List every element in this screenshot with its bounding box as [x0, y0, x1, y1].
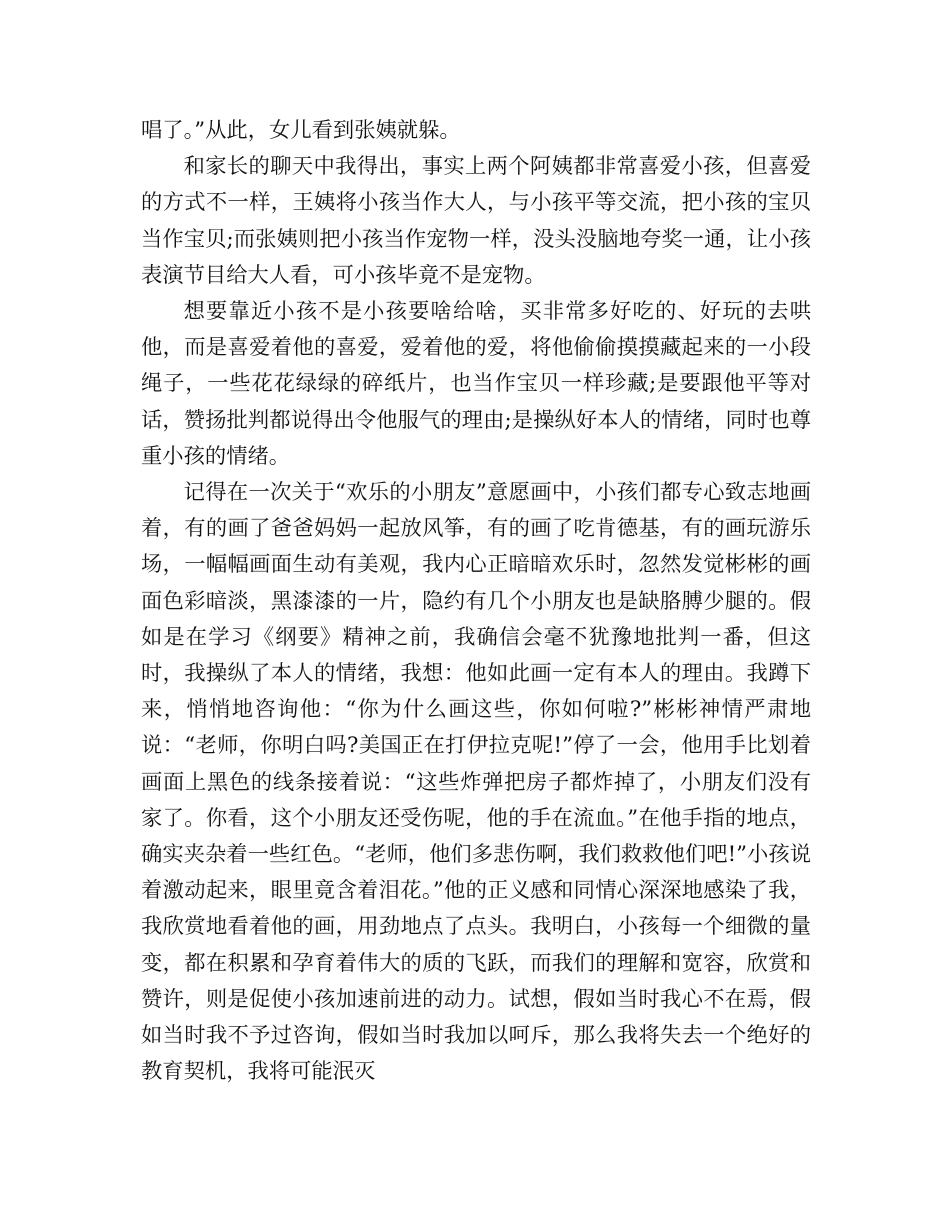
paragraph: 和家长的聊天中我得出，事实上两个阿姨都非常喜爱小孩，但喜爱的方式不一样，王姨将小孩当作大人，与小孩平等交流，把小孩的宝贝当作宝贝;而张姨则把小孩当作宠物一样，没头没脑地夸奖一通，让小孩表演节目给大人看，可小孩毕竟不是宠物。 [141, 154, 811, 288]
paragraph: 想要靠近小孩不是小孩要啥给啥，买非常多好吃的、好玩的去哄他，而是喜爱着他的喜爱，爱着他的爱，将他偷偷摸摸藏起来的一小段绳子，一些花花绿绿的碎纸片，也当作宝贝一样珍藏;是要跟他平等对话，赞扬批判都说得出令他服气的理由;是操纵好本人的情绪，同时也尊重小孩的情绪。 [141, 299, 811, 469]
paragraph-continuation: 唱了。”从此，女儿看到张姨就躲。 [141, 118, 461, 143]
paragraph: 记得在一次关于“欢乐的小朋友”意愿画中，小孩们都专心致志地画着，有的画了爸爸妈妈一起放风筝，有的画了吃肯德基，有的画玩游乐场，一幅幅画面生动有美观，我内心正暗暗欢乐时，忽然发觉彬彬的画面色彩暗淡，黑漆漆的一片，隐约有几个小朋友也是缺胳膊少腿的。假如是在学习《纲要》精神之前，我确信会毫不犹豫地批判一番，但这时，我操纵了本人的情绪，我想：他如此画一定有本人的理由。我蹲下来，悄悄地咨询他：“你为什么画这些，你如何啦?”彬彬神情严肃地说：“老师，你明白吗?美国正在打伊拉克呢!”停了一会，他用手比划着画面上黑色的线条接着说：“这些炸弹把房子都炸掉了，小朋友们没有家了。你看，这个小朋友还受伤呢，他的手在流血。”在他手指的地点，确实夹杂着一些红色。“老师，他们多悲伤啊，我们救救他们吧!”小孩说着激动起来，眼里竟含着泪花。”他的正义感和同情心深深地感染了我，我欣赏地看着他的画，用劲地点了点头。我明白，小孩每一个细微的量变，都在积累和孕育着伟大的质的飞跃，而我们的理解和宽容，欣赏和赞许，则是促使小孩加速前进的动力。试想，假如当时我心不在焉，假如当时我不予过咨询，假如当时我加以呵斥，那么我将失去一个绝好的教育契机，我将可能泯灭 [141, 480, 811, 1085]
document-body [141, 113, 811, 1090]
